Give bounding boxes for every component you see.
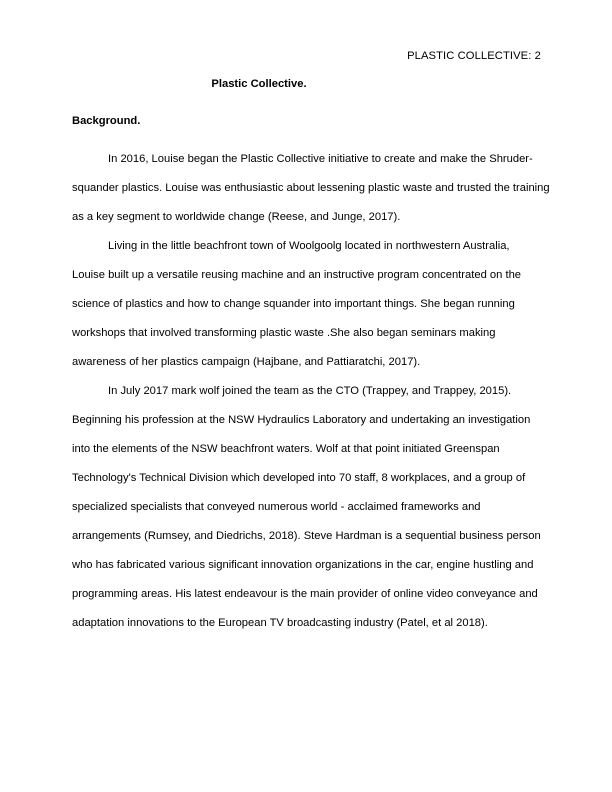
paragraph-2 [72, 232, 542, 377]
paragraph-line: programming areas. His latest endeavour is the main provider of online video conveyance and [72, 588, 538, 600]
paragraph-3 [72, 377, 542, 638]
paragraph-line: arrangements (Rumsey, and Diedrichs, 2018). Steve Hardman is a sequential business person [72, 530, 541, 542]
body-text [72, 145, 550, 638]
paragraph-line: science of plastics and how to change squander into important things. She began running [72, 298, 515, 310]
paragraph-line: into the elements of the NSW beachfront waters. Wolf at that point initiated Greenspan [72, 443, 500, 455]
paragraph-line: In 2016, Louise began the Plastic Collective initiative to create and make the Shruder- [108, 153, 533, 165]
paragraph-line: as a key segment to worldwide change (Reese, and Junge, 2017). [72, 211, 401, 223]
paragraph-line: Technology's Technical Division which developed into 70 staff, 8 workplaces, and a group of [72, 472, 526, 484]
paragraph-line: Beginning his profession at the NSW Hydraulics Laboratory and undertaking an investigation [72, 414, 531, 426]
paragraph-line: adaptation innovations to the European TV broadcasting industry (Patel, et al 2018). [72, 617, 488, 629]
paragraph-line: Louise built up a versatile reusing machine and an instructive program concentrated on the [72, 269, 522, 281]
paragraph-line: In July 2017 mark wolf joined the team as the CTO (Trappey, and Trappey, 2015). [108, 385, 512, 397]
paragraph-line: who has fabricated various significant innovation organizations in the car, engine hustling and [72, 559, 534, 571]
paragraph-line: awareness of her plastics campaign (Hajbane, and Pattiaratchi, 2017). [72, 356, 421, 368]
document-title: Plastic Collective. [211, 78, 307, 90]
section-heading-background: Background. [72, 115, 141, 127]
paragraph-line: Living in the little beachfront town of Woolgoolg located in northwestern Australia, [108, 240, 510, 252]
paragraph-line: workshops that involved transforming plastic waste .She also began seminars making [72, 327, 496, 339]
paragraph-1 [72, 145, 550, 232]
running-head: PLASTIC COLLECTIVE: 2 [407, 50, 541, 62]
paragraph-line: squander plastics. Louise was enthusiastic about lessening plastic waste and trusted the training [72, 182, 550, 194]
paragraph-line: specialized specialists that conveyed numerous world - acclaimed frameworks and [72, 501, 481, 513]
